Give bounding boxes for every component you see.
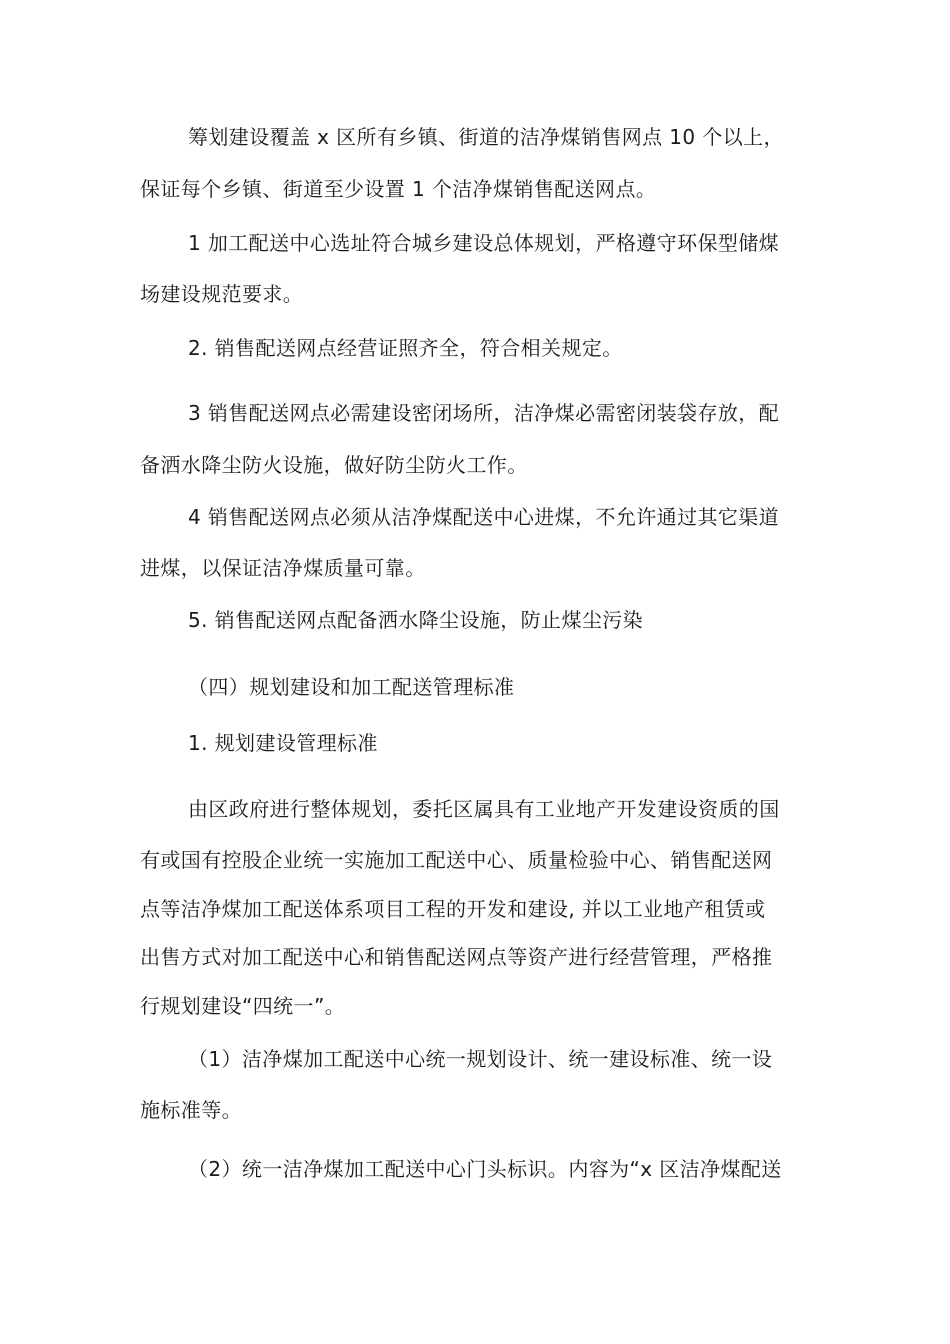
text-line: 有或国有控股企业统一实施加工配送中心、质量检验中心、销售配送网 [140, 848, 773, 872]
text-line: 5. 销售配送网点配备洒水降尘设施，防止煤尘污染 [188, 608, 644, 632]
section-heading: （四）规划建设和加工配送管理标准 [188, 675, 515, 699]
text-line: 备洒水降尘防火设施，做好防尘防火工作。 [140, 453, 528, 477]
text-line: （2）统一洁净煤加工配送中心门头标识。内容为“x 区洁净煤配送 [188, 1157, 782, 1181]
text-line: 点等洁净煤加工配送体系项目工程的开发和建设, 并以工业地产租赁或 [140, 897, 766, 921]
text-line: 由区政府进行整体规划，委托区属具有工业地产开发建设资质的国 [188, 797, 780, 821]
text-line: 出售方式对加工配送中心和销售配送网点等资产进行经营管理，严格推 [140, 945, 773, 969]
text-line: 进煤，以保证洁净煤质量可靠。 [140, 556, 426, 580]
text-line: 3 销售配送网点必需建设密闭场所，洁净煤必需密闭装袋存放，配 [188, 401, 780, 425]
text-line: 2. 销售配送网点经营证照齐全，符合相关规定。 [188, 336, 623, 360]
text-line: 施标准等。 [140, 1098, 242, 1122]
text-line: 场建设规范要求。 [140, 282, 304, 306]
subsection-heading: 1. 规划建设管理标准 [188, 731, 378, 755]
text-line: （1）洁净煤加工配送中心统一规划设计、统一建设标准、统一设 [188, 1047, 773, 1071]
text-line: 行规划建设“四统一”。 [140, 994, 346, 1018]
text-line: 1 加工配送中心选址符合城乡建设总体规划，严格遵守环保型储煤 [188, 231, 780, 255]
text-line: 4 销售配送网点必须从洁净煤配送中心进煤，不允许通过其它渠道 [188, 505, 780, 529]
text-line: 保证每个乡镇、街道至少设置 1 个洁净煤销售配送网点。 [140, 177, 657, 201]
text-line: 筹划建设覆盖 x 区所有乡镇、街道的洁净煤销售网点 10 个以上， [188, 125, 784, 149]
